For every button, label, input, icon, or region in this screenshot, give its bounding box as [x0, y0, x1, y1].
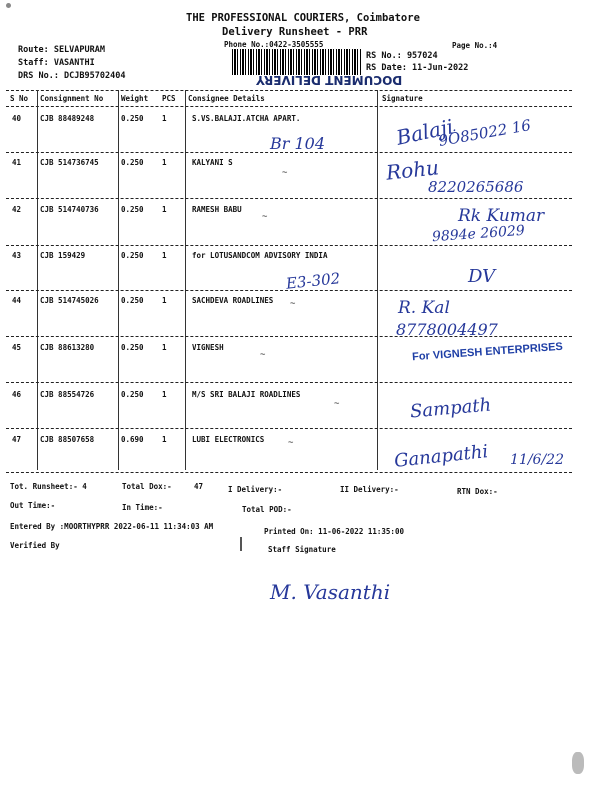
divider — [6, 106, 572, 107]
row-weight: 0.690 — [121, 435, 144, 444]
column-rule — [37, 90, 38, 470]
row-divider — [6, 245, 572, 246]
handwritten-phone: 9894e 26029 — [431, 222, 526, 246]
row-sno: 42 — [12, 205, 22, 214]
handwritten-signature: Balaji — [394, 114, 456, 150]
row-weight: 0.250 — [121, 296, 144, 305]
total-pod: Total POD:- — [242, 505, 292, 514]
ii-delivery: II Delivery:- — [340, 485, 399, 494]
row-divider — [6, 198, 572, 199]
divider — [6, 90, 572, 91]
row-sno: 44 — [12, 296, 22, 305]
row-divider — [6, 336, 572, 337]
tick-mark: ~ — [288, 438, 294, 448]
in-time: In Time:- — [122, 503, 163, 512]
tick-mark: ~ — [334, 399, 340, 409]
page-number: Page No.:4 — [452, 41, 498, 50]
phone-number: Phone No.:0422-3505555 — [224, 40, 324, 49]
document-delivery-stamp: DOCUMENT DELIVERY — [256, 73, 403, 87]
speck — [6, 3, 11, 8]
handwritten-signature: Rohu — [384, 155, 440, 185]
row-consignment: CJB 159429 — [40, 251, 86, 260]
col-consignment: Consignment No — [40, 94, 104, 103]
row-consignee: for LOTUSANDCOM ADVISORY INDIA — [192, 251, 328, 260]
row-consignment: CJB 88507658 — [40, 435, 95, 444]
handwritten-date: 11/6/22 — [510, 452, 564, 468]
row-consignment: CJB 514736745 — [40, 158, 99, 167]
handwritten-phone: 8220265686 — [428, 178, 524, 196]
total-dox-value: 47 — [194, 482, 204, 491]
row-consignment: CJB 514745026 — [40, 296, 99, 305]
row-sno: 45 — [12, 343, 22, 352]
row-consignee: VIGNESH — [192, 343, 224, 352]
row-sno: 43 — [12, 251, 22, 260]
col-weight: Weight — [121, 94, 149, 103]
total-runsheet: Tot. Runsheet:- 4 — [10, 482, 87, 491]
rs-number: RS No.: 957024 — [366, 51, 438, 61]
row-divider — [6, 472, 572, 473]
out-time: Out Time:- — [10, 501, 56, 510]
rs-date: RS Date: 11-Jun-2022 — [366, 63, 469, 73]
rtn-dox: RTN Dox:- — [457, 487, 498, 496]
handwritten-phone: 9Ȯ85022 16 — [437, 116, 533, 150]
row-weight: 0.250 — [121, 205, 144, 214]
row-consignee: M/S SRI BALAJI ROADLINES — [192, 390, 301, 399]
col-sno: S No — [10, 94, 29, 103]
row-pcs: 1 — [162, 251, 167, 260]
entered-by: Entered By :MOORTHYPRR 2022-06-11 11:34:03 AM — [10, 522, 214, 531]
row-pcs: 1 — [162, 390, 167, 399]
row-sno: 40 — [12, 114, 22, 123]
drs-number: DRS No.: DCJB95702404 — [18, 71, 126, 81]
col-consignee: Consignee Details — [188, 94, 265, 103]
printed-on: Printed On: 11-06-2022 11:35:00 — [264, 527, 404, 536]
row-consignment: CJB 88554726 — [40, 390, 95, 399]
barcode — [232, 49, 362, 75]
speck — [240, 537, 242, 551]
row-sno: 47 — [12, 435, 22, 444]
handwritten-note: E3-302 — [285, 269, 341, 293]
row-divider — [6, 290, 572, 291]
handwritten-signature: DV — [468, 266, 496, 287]
handwritten-signature: Rk Kumar — [458, 206, 545, 226]
row-pcs: 1 — [162, 296, 167, 305]
row-pcs: 1 — [162, 158, 167, 167]
col-signature: Signature — [382, 94, 423, 103]
tick-mark: ~ — [262, 212, 268, 222]
column-rule — [185, 90, 186, 470]
row-pcs: 1 — [162, 114, 167, 123]
row-consignment: CJB 88613280 — [40, 343, 95, 352]
speck — [572, 752, 584, 774]
company-stamp: For VIGNESH ENTERPRISES — [411, 340, 564, 364]
handwritten-signature: Sampath — [409, 394, 492, 423]
row-pcs: 1 — [162, 205, 167, 214]
row-sno: 41 — [12, 158, 22, 167]
column-rule — [118, 90, 119, 470]
tick-mark: ~ — [260, 350, 266, 360]
row-consignment: CJB 514740736 — [40, 205, 99, 214]
staff-signature-label: Staff Signature — [268, 545, 336, 554]
row-weight: 0.250 — [121, 251, 144, 260]
row-weight: 0.250 — [121, 390, 144, 399]
row-weight: 0.250 — [121, 114, 144, 123]
row-consignee: LUBI ELECTRONICS — [192, 435, 265, 444]
document-title: Delivery Runsheet - PRR — [222, 26, 368, 38]
route: Route: SELVAPURAM — [18, 45, 105, 55]
row-consignment: CJB 88489248 — [40, 114, 95, 123]
company-name: THE PROFESSIONAL COURIERS, Coimbatore — [186, 12, 420, 24]
row-consignee: RAMESH BABU — [192, 205, 242, 214]
tick-mark: ~ — [290, 299, 296, 309]
row-divider — [6, 382, 572, 383]
row-sno: 46 — [12, 390, 22, 399]
staff: Staff: VASANTHI — [18, 58, 95, 68]
handwritten-phone: 8778004497 — [396, 320, 498, 339]
row-consignee: S.VS.BALAJI.ATCHA APART. — [192, 114, 301, 123]
staff-handwritten-signature: M. Vasanthi — [270, 580, 391, 604]
verified-by: Verified By — [10, 541, 60, 550]
i-delivery: I Delivery:- — [228, 485, 283, 494]
tick-mark: ~ — [282, 168, 288, 178]
total-dox-label: Total Dox:- — [122, 482, 172, 491]
row-pcs: 1 — [162, 435, 167, 444]
handwritten-note: Br 104 — [270, 134, 326, 153]
handwritten-signature: Ganapathi — [393, 441, 490, 472]
row-pcs: 1 — [162, 343, 167, 352]
row-divider — [6, 428, 572, 429]
column-rule — [377, 90, 378, 470]
col-pcs: PCS — [162, 94, 176, 103]
row-consignee: KALYANI S — [192, 158, 233, 167]
handwritten-signature: R. Kal — [398, 298, 450, 318]
row-weight: 0.250 — [121, 343, 144, 352]
row-consignee: SACHDEVA ROADLINES — [192, 296, 274, 305]
row-weight: 0.250 — [121, 158, 144, 167]
row-divider — [6, 152, 572, 153]
